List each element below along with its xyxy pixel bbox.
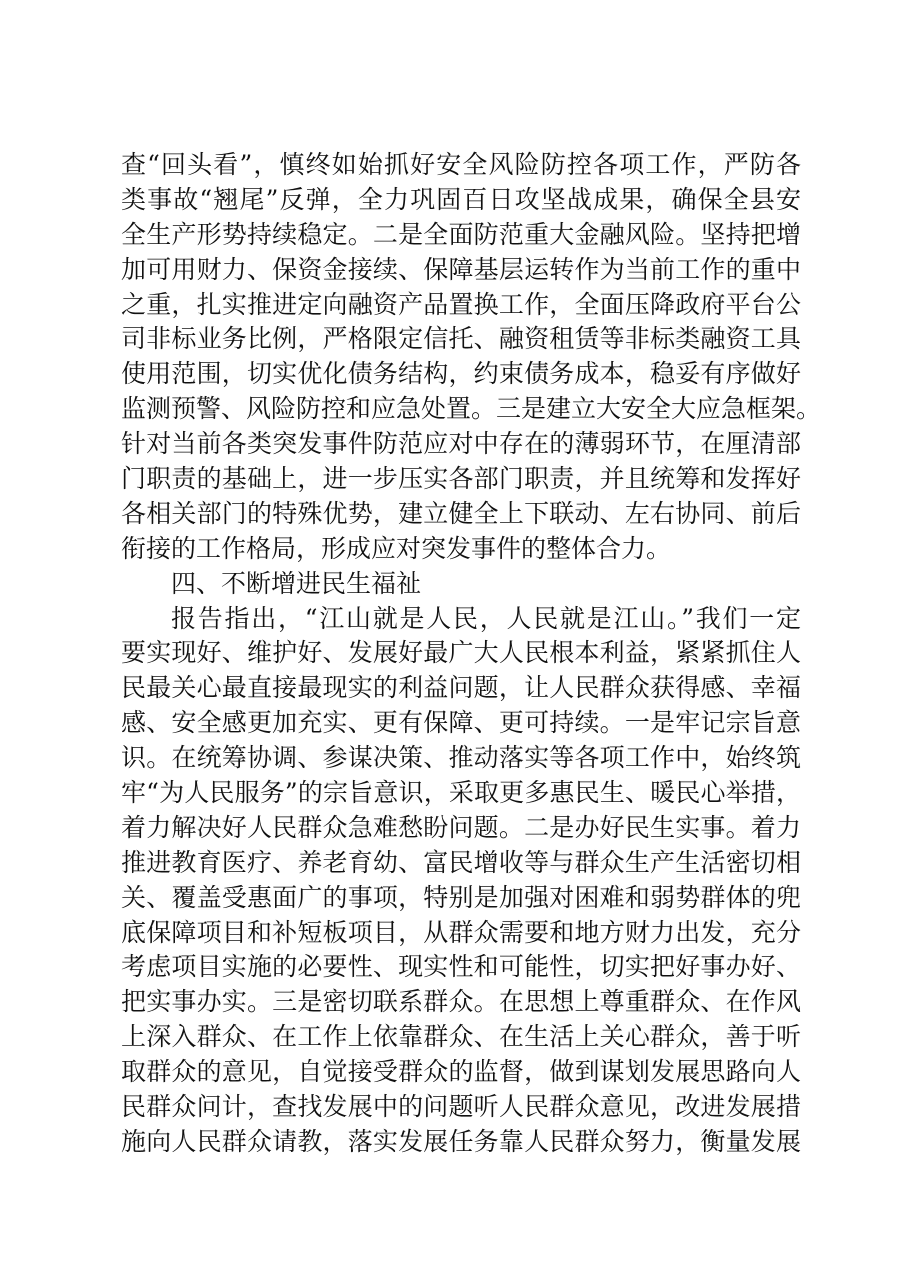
text-line: 衔接的工作格局，形成应对突发事件的整体合力。 bbox=[121, 533, 672, 563]
text-line: 监测预警、风险防控和应急处置。三是建立大安全大应急框架。 bbox=[121, 394, 822, 424]
text-line: 之重，扎实推进定向融资产品置换工作，全面压降政府平台公 bbox=[121, 289, 801, 319]
text-line: 考虑项目实施的必要性、现实性和可能性，切实把好事办好、 bbox=[121, 952, 801, 982]
section-heading: 四、不断增进民生福祉 bbox=[171, 568, 422, 598]
text-line: 施向人民群众请教，落实发展任务靠人民群众努力，衡量发展 bbox=[121, 1126, 801, 1156]
text-line: 民最关心最直接最现实的利益问题，让人民群众获得感、幸福 bbox=[121, 673, 801, 703]
text-line: 底保障项目和补短板项目，从群众需要和地方财力出发，充分 bbox=[121, 917, 801, 947]
text-line: 民群众问计，查找发展中的问题听人民群众意见，改进发展措 bbox=[121, 1092, 801, 1122]
text-line: 查“回头看”，慎终如始抓好安全风险防控各项工作，严防各 bbox=[121, 150, 801, 179]
text-line: 各相关部门的特殊优势，建立健全上下联动、左右协同、前后 bbox=[121, 498, 801, 528]
text-line: 取群众的意见，自觉接受群众的监督，做到谋划发展思路向人 bbox=[121, 1057, 801, 1087]
text-line: 关、覆盖受惠面广的事项，特别是加强对困难和弱势群体的兜 bbox=[121, 882, 801, 912]
text-line: 使用范围，切实优化债务结构，约束债务成本，稳妥有序做好 bbox=[121, 359, 801, 389]
text-line: 推进教育医疗、养老育幼、富民增收等与群众生产生活密切相 bbox=[121, 847, 801, 877]
text-line: 牢“为人民服务”的宗旨意识，采取更多惠民生、暖民心举措， bbox=[121, 778, 801, 808]
text-line: 上深入群众、在工作上依靠群众、在生活上关心群众，善于听 bbox=[121, 1022, 801, 1052]
body-text bbox=[121, 148, 822, 1160]
paragraph-first-line: 报告指出，“江山就是人民，人民就是江山。”我们一定 bbox=[171, 603, 801, 633]
text-line: 把实事办实。三是密切联系群众。在思想上尊重群众、在作风 bbox=[121, 987, 801, 1017]
text-line: 门职责的基础上，进一步压实各部门职责，并且统筹和发挥好 bbox=[121, 464, 801, 494]
text-line: 针对当前各类突发事件防范应对中存在的薄弱环节，在厘清部 bbox=[121, 429, 801, 459]
text-line: 着力解决好人民群众急难愁盼问题。二是办好民生实事。着力 bbox=[121, 812, 801, 842]
text-line: 感、安全感更加充实、更有保障、更可持续。一是牢记宗旨意 bbox=[121, 708, 801, 738]
text-line: 加可用财力、保资金接续、保障基层运转作为当前工作的重中 bbox=[121, 254, 801, 284]
text-line: 识。在统筹协调、参谋决策、推动落实等各项工作中，始终筑 bbox=[121, 743, 801, 773]
text-line: 类事故“翘尾”反弹，全力巩固百日攻坚战成果，确保全县安 bbox=[121, 184, 801, 214]
text-line: 司非标业务比例，严格限定信托、融资租赁等非标类融资工具 bbox=[121, 324, 801, 354]
text-line: 全生产形势持续稳定。二是全面防范重大金融风险。坚持把增 bbox=[121, 219, 801, 249]
text-line: 要实现好、维护好、发展好最广大人民根本利益，紧紧抓住人 bbox=[121, 638, 801, 668]
